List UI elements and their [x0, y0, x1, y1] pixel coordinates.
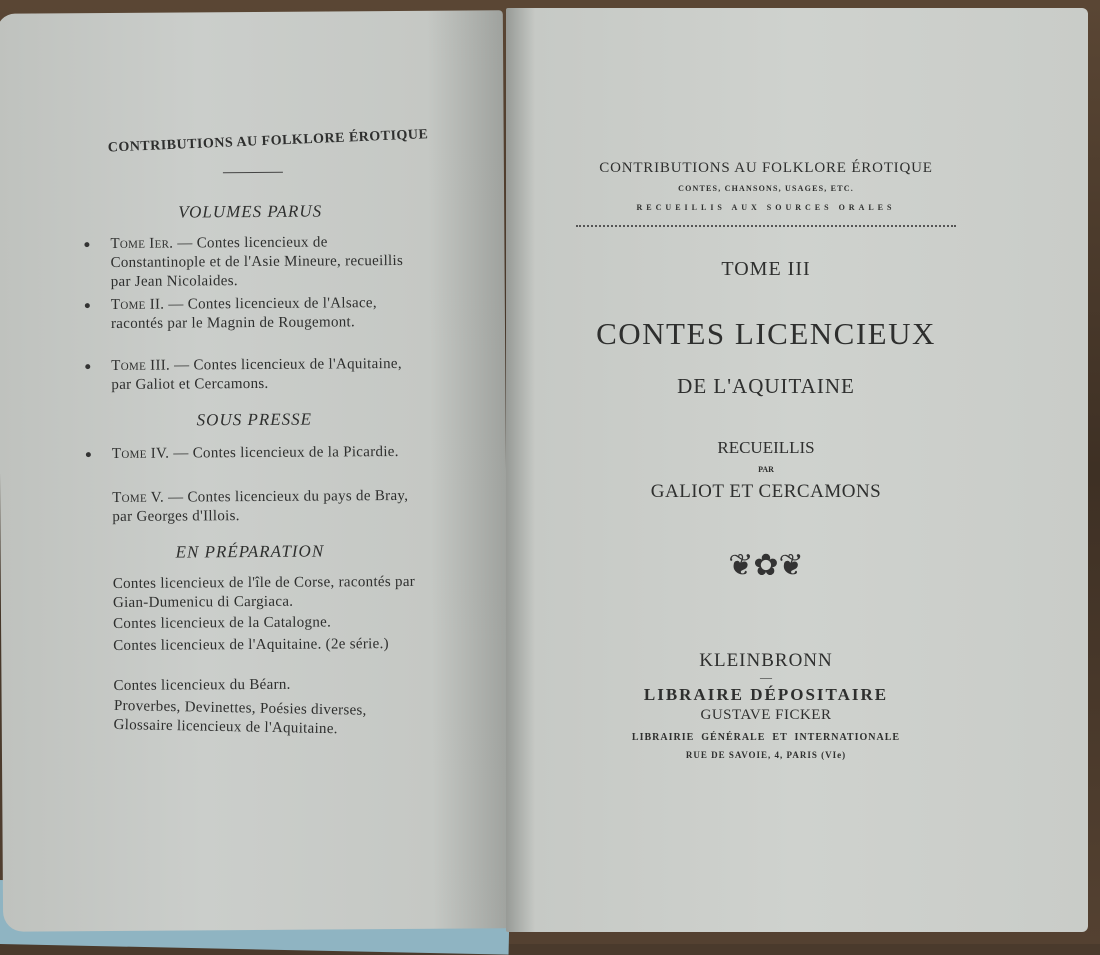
volume-item: Tome II. — Contes licencieux de l'Alsace, racontés par le Magnin de Rougemont.: [111, 294, 423, 334]
divider: [223, 172, 283, 173]
prep-item: Contes licencieux de la Catalogne.: [113, 614, 332, 632]
volumes-heading: VOLUMES PARUS: [178, 201, 323, 222]
par: PAR: [758, 465, 774, 474]
prep-item: Contes licencieux de l'Aquitaine. (2e série.): [113, 636, 389, 654]
volume-item: Tome Ier. — Contes licencieux de Constantinople et de l'Asie Mineure, recueillis par Jean Nicolaides.: [110, 233, 422, 292]
floral-ornament-icon: ❦✿❦: [728, 549, 804, 582]
authors: GALIOT ET CERCAMONS: [650, 481, 882, 502]
tome-number: TOME III: [721, 258, 811, 280]
left-page: [0, 10, 509, 932]
volume-item: Tome III. — Contes licencieux de l'Aquitaine, par Galiot et Cercamons.: [111, 355, 423, 395]
address: RUE DE SAVOIE, 4, PARIS (VIe): [685, 750, 847, 760]
ornamental-rule: [576, 225, 956, 227]
press-item: Tome V. — Contes licencieux du pays de Bray, par Georges d'Illois.: [112, 487, 409, 525]
right-page: [506, 8, 1088, 932]
city: KLEINBRONN: [699, 650, 833, 671]
libraire: LIBRAIRE DÉPOSITAIRE: [643, 685, 889, 704]
series-title: CONTRIBUTIONS AU FOLKLORE ÉROTIQUE: [599, 160, 933, 176]
publisher: GUSTAVE FICKER: [700, 707, 832, 723]
book-title: CONTES LICENCIEUX: [596, 316, 936, 351]
prep-heading: EN PRÉPARATION: [175, 541, 325, 562]
prep-item: Contes licencieux de l'île de Corse, racontés par Gian-Dumenicu di Cargiaca.: [112, 573, 416, 611]
subtitle-2: RECUEILLIS AUX SOURCES ORALES: [636, 203, 896, 212]
book-title-line2: DE L'AQUITAINE: [677, 374, 855, 398]
subtitle-1: CONTES, CHANSONS, USAGES, ETC.: [678, 184, 854, 193]
librairie: LIBRAIRIE GÉNÉRALE ET INTERNATIONALE: [631, 732, 901, 743]
press-item: Tome IV. — Contes licencieux de la Picardie.: [112, 443, 424, 464]
prep-item: Proverbes, Devinettes, Poésies diverses, Glossaire licencieux de l'Aquitaine.: [113, 697, 367, 738]
prep-item: Contes licencieux du Béarn.: [113, 676, 291, 694]
series-title: CONTRIBUTIONS AU FOLKLORE ÉROTIQUE: [107, 127, 429, 156]
dash: —: [760, 670, 772, 684]
recueillis: RECUEILLIS: [717, 438, 815, 457]
press-heading: SOUS PRESSE: [196, 409, 313, 430]
